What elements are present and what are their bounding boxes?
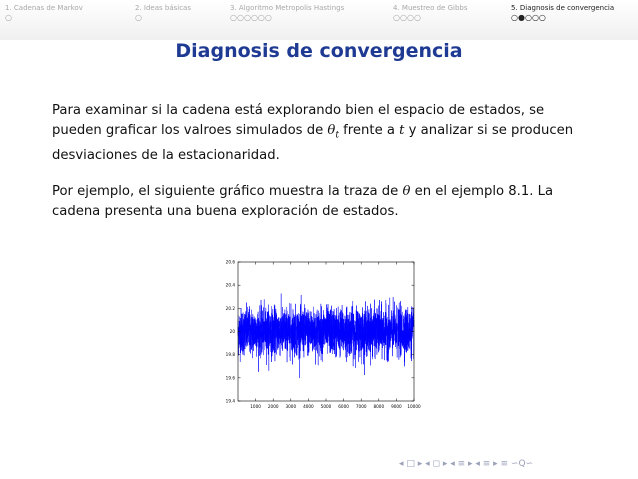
x-tick-label: 10000 [407,404,421,409]
x-tick-label: 9000 [391,404,402,409]
theta-symbol-2: θ [402,184,411,199]
nav-section-2[interactable]: 2. Ideas básicas [135,4,191,12]
y-tick-label: 19.4 [225,398,235,404]
nav-section-1-dots[interactable]: ○ [5,13,12,22]
t-symbol: t [399,123,405,138]
y-tick-label: 19.6 [225,375,235,381]
nav-section-3-dots[interactable]: ○○○○○○ [230,13,272,22]
paragraph-2-text-a: Por ejemplo, el siguiente gráfico muestra la traza de [52,184,403,199]
trace-series [238,294,414,379]
x-tick-label: 2000 [267,404,279,409]
nav-section-3[interactable]: 3. Algoritmo Metropolis Hastings [230,4,345,12]
theta-subscript-t: t [335,130,339,141]
nav-section-1[interactable]: 1. Cadenas de Markov [5,4,83,12]
trace-line [238,294,414,379]
nav-section-4[interactable]: 4. Muestreo de Gibbs [393,4,468,12]
paragraph-1-text-c: y analizar si se producen desviaciones de la estacionaridad. [52,123,574,163]
x-tick-label: 7000 [355,404,367,409]
x-tick-label: 6000 [338,404,349,409]
x-tick-label: 3000 [285,404,297,409]
y-tick-label: 19.8 [225,352,235,358]
nav-section-5-dots[interactable]: ○●○○○ [511,13,546,22]
x-tick-label: 1000 [250,404,261,409]
nav-section-5-active[interactable]: 5. Diagnosis de convergencia [511,4,615,12]
y-tick-label: 20.2 [225,305,235,311]
nav-section-2-dots[interactable]: ○ [135,13,142,22]
beamer-navigation-symbols[interactable]: ◂ □ ▸ ◂ ◻ ▸ ◂ ≡ ▸ ◂ ≡ ▸ ≡ ∽Q∽ [399,459,534,469]
paragraph-1-text-a: Para examinar si la cadena está explorando bien el espacio de estados, se pueden graficar los valroes simulados de [52,103,545,138]
x-tick-label: 4000 [303,404,314,409]
paragraph-1-text-b: frente a [338,123,400,138]
y-tick-label: 20.4 [225,282,235,288]
x-tick-label: 8000 [373,404,385,409]
slide-title: Diagnosis de convergencia [175,40,463,62]
theta-symbol: θ [327,123,336,138]
y-tick-label: 20 [229,329,235,334]
nav-section-4-dots[interactable]: ○○○○ [393,13,421,22]
x-tick-label: 5000 [320,404,332,409]
paragraph-2-text-b: en el ejemplo 8.1. La cadena presenta una buena exploración de estados. [52,184,554,219]
y-tick-label: 20.6 [225,259,235,265]
